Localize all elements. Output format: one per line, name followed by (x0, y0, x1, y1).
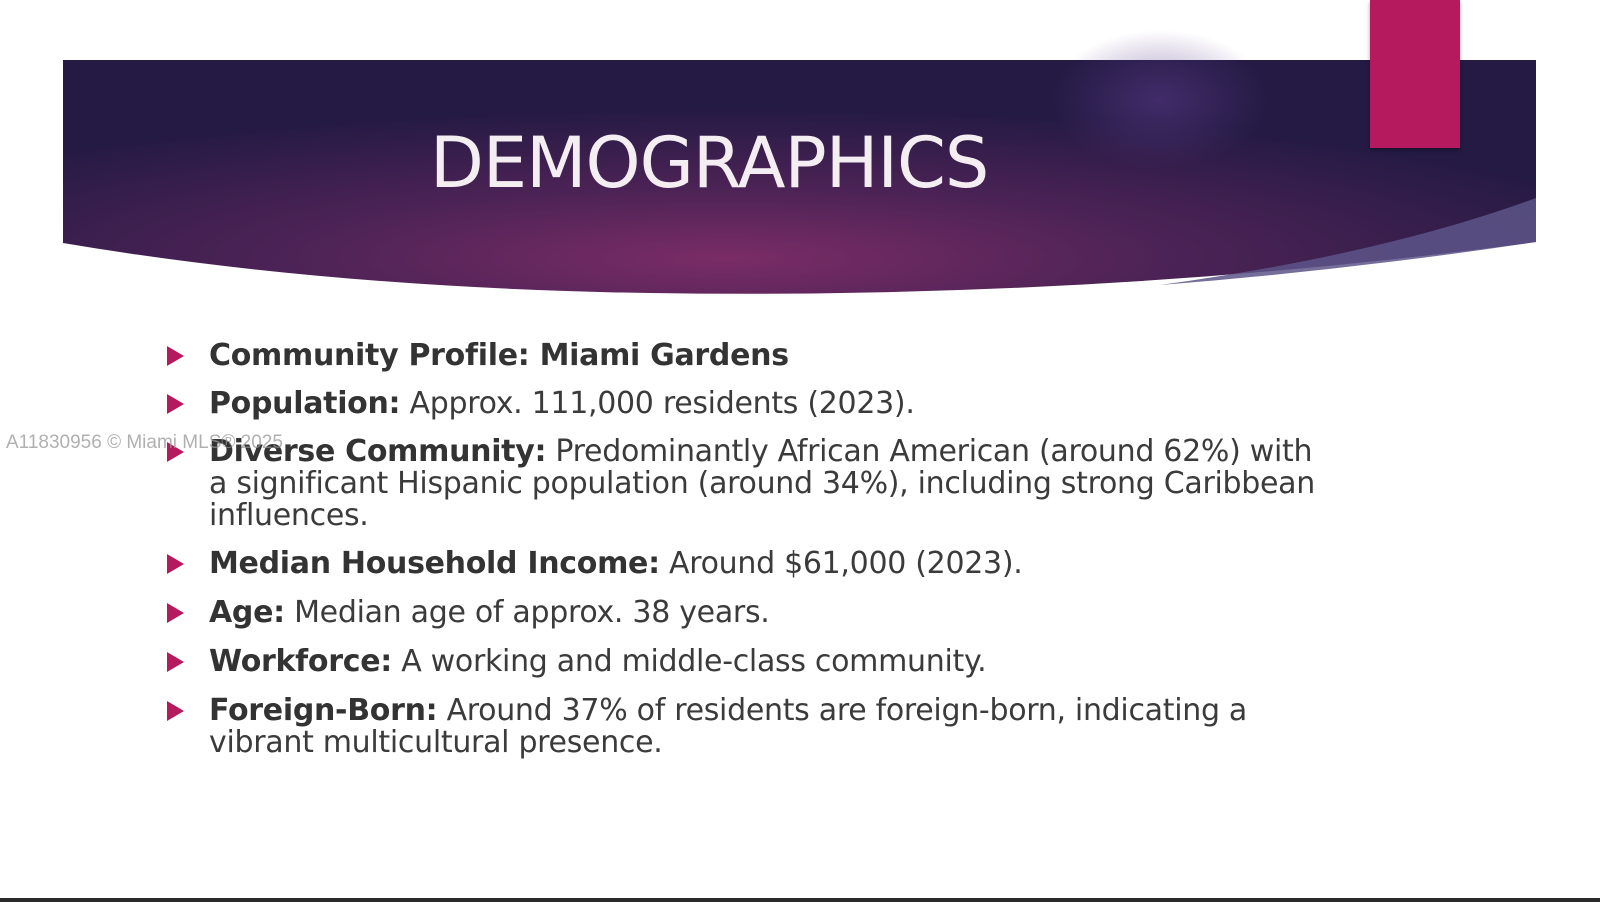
bullet-community-profile (165, 340, 1315, 372)
bullet-text: Around 37% of residents are foreign-born, indicating a vibrant multicultural presence. (209, 693, 1248, 760)
arrow-bullet-icon (167, 701, 184, 721)
bullet-list (165, 340, 1315, 759)
bullet-label: Diverse Community: (209, 434, 547, 469)
arrow-bullet-icon (167, 652, 184, 672)
arrow-bullet-icon (167, 554, 184, 574)
bullet-label: Workforce: (209, 644, 392, 679)
bottom-divider (0, 898, 1600, 902)
bullet-label: Age: (209, 595, 285, 630)
arrow-bullet-icon (167, 346, 184, 366)
bullet-label: Community Profile: Miami Gardens (209, 338, 789, 373)
bullet-text: A working and middle-class community. (391, 644, 987, 679)
bullet-text: Median age of approx. 38 years. (284, 595, 770, 630)
bullet-age (165, 597, 1315, 629)
bullet-foreign-born (165, 695, 1315, 759)
bullet-text: Approx. 111,000 residents (2023). (400, 386, 915, 421)
watermark: A11830956 © Miami MLS® 2025 (6, 432, 283, 453)
slide-title: DEMOGRAPHICS (430, 122, 989, 204)
bullet-label: Median Household Income: (209, 546, 660, 581)
bullet-text: Around $61,000 (2023). (659, 546, 1023, 581)
arrow-bullet-icon (167, 394, 184, 414)
bullet-median-income (165, 548, 1315, 580)
bullet-population (165, 388, 1315, 420)
bullet-diverse-community (165, 436, 1315, 532)
bullet-text: Predominantly African American (around 62%) with a significant Hispanic population (around 34%), including strong Caribbean influences. (209, 434, 1315, 533)
accent-tab (1370, 0, 1460, 148)
bullet-label: Foreign-Born: (209, 693, 438, 728)
bullet-workforce (165, 646, 1315, 678)
bullet-label: Population: (209, 386, 401, 421)
arrow-bullet-icon (167, 603, 184, 623)
